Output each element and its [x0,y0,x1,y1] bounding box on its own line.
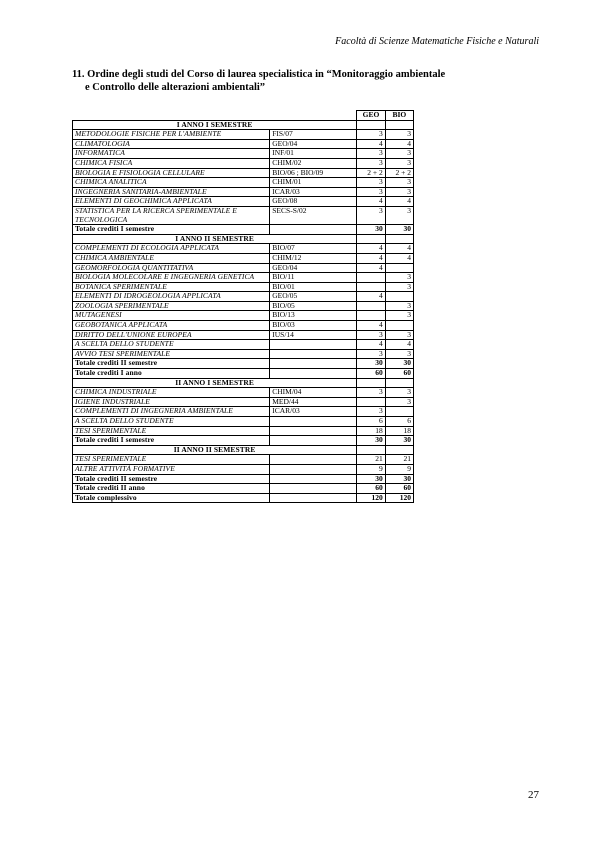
semester-label: I ANNO I SEMESTRE [73,120,357,130]
geo-credits: 4 [357,263,385,273]
bio-credits: 30 [385,359,413,369]
geo-credits: 60 [357,484,385,494]
sector-code [270,359,357,369]
geo-credits: 2 + 2 [357,168,385,178]
geo-credits: 30 [357,225,385,235]
course-name: CHIMICA ANALITICA [73,178,270,188]
sector-code [270,417,357,427]
sector-code [270,426,357,436]
course-name: BIOLOGIA MOLECOLARE E INGEGNERIA GENETICA [73,273,270,283]
geo-credits: 4 [357,244,385,254]
sector-code [270,484,357,494]
bio-credits: 3 [385,273,413,283]
curriculum-table [72,110,414,503]
sector-code [270,436,357,446]
geo-credits: 60 [357,369,385,379]
bio-credits: 3 [385,149,413,159]
bio-credits: 3 [385,130,413,140]
geo-credits: 30 [357,436,385,446]
bio-credits: 3 [385,187,413,197]
course-name: INGEGNERIA SANITARIA-AMBIENTALE [73,187,270,197]
course-name: A SCELTA DELLO STUDENTE [73,340,270,350]
bio-credits: 3 [385,301,413,311]
bio-credits: 6 [385,417,413,427]
bio-credits [385,292,413,302]
total-label: Totale crediti II anno [73,484,270,494]
bio-credits: 3 [385,282,413,292]
sector-code: BIO/11 [270,273,357,283]
sector-code: SECS-S/02 [270,206,357,224]
sector-code: IUS/14 [270,330,357,340]
column-header-geo: GEO [357,111,385,121]
bio-credits [385,321,413,331]
course-name: ALTRE ATTIVITÀ FORMATIVE [73,464,270,474]
bio-credits: 3 [385,158,413,168]
course-row [73,244,414,254]
table-header-row [73,111,414,121]
course-name: CHIMICA INDUSTRIALE [73,388,270,398]
course-row [73,301,414,311]
course-name: DIRITTO DELL'UNIONE EUROPEA [73,330,270,340]
geo-credits: 3 [357,206,385,224]
sector-code: INF/01 [270,149,357,159]
bio-credits: 4 [385,244,413,254]
course-row [73,158,414,168]
total-row [73,484,414,494]
bio-credits: 3 [385,388,413,398]
geo-credits: 3 [357,330,385,340]
course-name: IGIENE INDUSTRIALE [73,397,270,407]
sector-code [270,340,357,350]
course-name: TESI SPERIMENTALE [73,455,270,465]
sector-code [270,464,357,474]
bio-credits: 3 [385,206,413,224]
course-row [73,197,414,207]
course-name: COMPLEMENTI DI ECOLOGIA APPLICATA [73,244,270,254]
geo-credits: 18 [357,426,385,436]
sector-code: BIO/05 [270,301,357,311]
course-row [73,340,414,350]
sector-code: BIO/13 [270,311,357,321]
course-row [73,273,414,283]
course-name: COMPLEMENTI DI INGEGNERIA AMBIENTALE [73,407,270,417]
bio-credits: 21 [385,455,413,465]
total-label: Totale crediti II semestre [73,359,270,369]
total-label: Totale crediti I semestre [73,436,270,446]
bio-credits: 9 [385,464,413,474]
sector-code: BIO/03 [270,321,357,331]
sector-code: CHIM/04 [270,388,357,398]
bio-credits: 4 [385,139,413,149]
course-name: BIOLOGIA E FISIOLOGIA CELLULARE [73,168,270,178]
course-name: MUTAGENESI [73,311,270,321]
section-title-line2: e Controllo delle alterazioni ambientali” [85,82,266,93]
sector-code [270,349,357,359]
bio-credits: 4 [385,253,413,263]
sector-code: BIO/06 ; BIO/09 [270,168,357,178]
geo-credits: 3 [357,130,385,140]
geo-credits: 3 [357,187,385,197]
course-row [73,388,414,398]
total-row [73,369,414,379]
geo-credits: 3 [357,158,385,168]
sector-code: BIO/07 [270,244,357,254]
sector-code: BIO/01 [270,282,357,292]
bio-credits: 60 [385,369,413,379]
sector-code: GEO/05 [270,292,357,302]
course-name: A SCELTA DELLO STUDENTE [73,417,270,427]
sector-code [270,455,357,465]
course-name: GEOMORFOLOGIA QUANTITATIVA [73,263,270,273]
column-header-bio: BIO [385,111,413,121]
course-name: GEOBOTANICA APPLICATA [73,321,270,331]
course-name: CLIMATOLOGIA [73,139,270,149]
faculty-header: Facoltà di Scienze Matematiche Fisiche e Naturali [335,36,539,47]
sector-code: CHIM/12 [270,253,357,263]
sector-code [270,493,357,503]
sector-code: CHIM/02 [270,158,357,168]
bio-credits: 4 [385,197,413,207]
sector-code [270,225,357,235]
bio-credits: 3 [385,330,413,340]
bio-credits: 3 [385,397,413,407]
bio-credits: 4 [385,340,413,350]
course-name: BOTANICA SPERIMENTALE [73,282,270,292]
course-row [73,321,414,331]
course-row [73,253,414,263]
course-name: STATISTICA PER LA RICERCA SPERIMENTALE E TECNOLOGICA [73,206,270,224]
geo-credits: 21 [357,455,385,465]
bio-credits: 30 [385,225,413,235]
total-row [73,225,414,235]
course-row [73,464,414,474]
geo-credits: 4 [357,253,385,263]
course-row [73,130,414,140]
geo-credits: 3 [357,407,385,417]
course-name: ELEMENTI DI GEOCHIMICA APPLICATA [73,197,270,207]
total-label: Totale crediti I semestre [73,225,270,235]
course-name: AVVIO TESI SPERIMENTALE [73,349,270,359]
bio-credits: 2 + 2 [385,168,413,178]
sector-code [270,369,357,379]
bio-credits: 30 [385,474,413,484]
bio-credits: 18 [385,426,413,436]
total-label: Totale crediti I anno [73,369,270,379]
sector-code [270,474,357,484]
geo-credits: 4 [357,292,385,302]
geo-credits: 3 [357,349,385,359]
sector-code: FIS/07 [270,130,357,140]
geo-credits: 30 [357,359,385,369]
bio-credits: 3 [385,349,413,359]
course-row [73,178,414,188]
sector-code: CHIM/01 [270,178,357,188]
sector-code: MED/44 [270,397,357,407]
sector-code: ICAR/03 [270,407,357,417]
bio-credits: 3 [385,311,413,321]
geo-credits: 6 [357,417,385,427]
course-row [73,292,414,302]
sector-code: GEO/04 [270,263,357,273]
semester-label: II ANNO I SEMESTRE [73,378,357,388]
page-number: 27 [528,789,539,801]
sector-code: GEO/08 [270,197,357,207]
total-label: Totale complessivo [73,493,270,503]
sector-code: ICAR/03 [270,187,357,197]
course-name: TESI SPERIMENTALE [73,426,270,436]
header-blank-cell [73,111,357,121]
course-name: CHIMICA FISICA [73,158,270,168]
bio-credits: 3 [385,178,413,188]
geo-credits: 9 [357,464,385,474]
geo-credits: 4 [357,340,385,350]
geo-credits: 3 [357,388,385,398]
geo-credits: 4 [357,197,385,207]
bio-credits: 60 [385,484,413,494]
geo-credits: 120 [357,493,385,503]
semester-label: I ANNO II SEMESTRE [73,234,357,244]
semester-label: II ANNO II SEMESTRE [73,445,357,455]
total-row [73,493,414,503]
course-name: METODOLOGIE FISICHE PER L'AMBIENTE [73,130,270,140]
course-row [73,206,414,224]
sector-code: GEO/04 [270,139,357,149]
geo-credits [357,273,385,283]
course-name: ELEMENTI DI IDROGEOLOGIA APPLICATA [73,292,270,302]
bio-credits: 30 [385,436,413,446]
course-name: ZOOLOGIA SPERIMENTALE [73,301,270,311]
course-name: INFORMATICA [73,149,270,159]
total-label: Totale crediti II semestre [73,474,270,484]
geo-credits: 3 [357,178,385,188]
geo-credits: 4 [357,139,385,149]
geo-credits: 30 [357,474,385,484]
course-row [73,417,414,427]
geo-credits [357,301,385,311]
curriculum-table-body [73,111,414,503]
total-row [73,436,414,446]
bio-credits: 120 [385,493,413,503]
section-title [72,68,512,94]
course-name: CHIMICA AMBIENTALE [73,253,270,263]
geo-credits: 4 [357,321,385,331]
geo-credits: 3 [357,149,385,159]
section-title-line1: 11. Ordine degli studi del Corso di laurea specialistica in “Monitoraggio ambientale [72,69,446,80]
